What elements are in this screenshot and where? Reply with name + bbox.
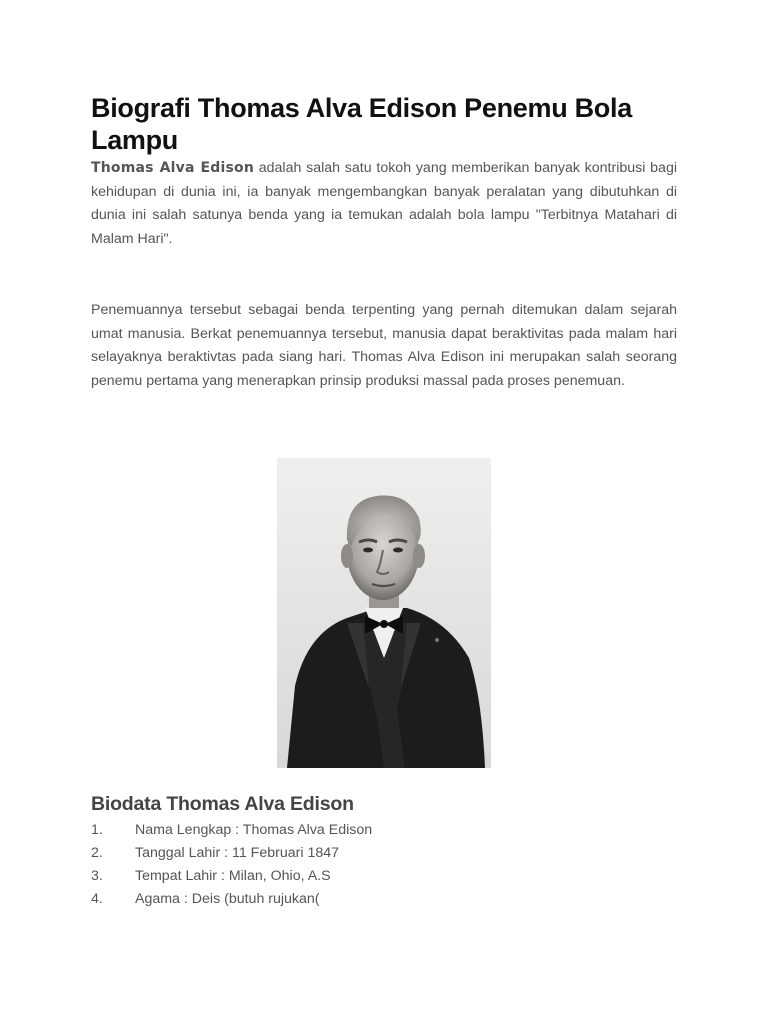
list-item-text: Nama Lengkap : Thomas Alva Edison [135, 822, 373, 838]
list-item [91, 842, 677, 865]
list-item-number: 2. [91, 845, 103, 861]
list-item [91, 865, 677, 888]
intro-text: adalah salah satu tokoh yang memberikan banyak kontribusi bagi kehidupan di dunia ini, ia banyak mengembangkan banyak peralatan yang dibutuhkan di dunia ini salah satunya benda yang ia temukan adalah bola lampu "Terbitnya Matahari di Malam Hari". [91, 160, 677, 247]
portrait-photo [277, 458, 491, 768]
list-item-number: 1. [91, 822, 103, 838]
list-item-text: Tempat Lahir : Milan, Ohio, A.S [135, 868, 331, 884]
list-item-text: Tanggal Lahir : 11 Februari 1847 [135, 845, 340, 861]
list-item-number: 3. [91, 868, 103, 884]
intro-name: Thomas Alva Edison [91, 160, 254, 176]
second-paragraph: Penemuannya tersebut sebagai benda terpenting yang pernah ditemukan dalam sejarah umat manusia. Berkat penemuannya tersebut, manusia dapat beraktivitas pada malam hari selayaknya beraktivtas pada siang hari. Thomas Alva Edison ini merupakan salah seorang penemu pertama yang menerapkan prinsip produksi massal pada proses penemuan. [91, 302, 677, 389]
list-item [91, 819, 677, 842]
intro-paragraph [91, 157, 677, 251]
biodata-heading: Biodata Thomas Alva Edison [91, 793, 354, 815]
article-title: Biografi Thomas Alva Edison Penemu Bola Lampu [91, 93, 632, 155]
biodata-list [91, 819, 677, 911]
list-item-number: 4. [91, 891, 103, 907]
article [91, 92, 677, 393]
list-item-text: Agama : Deis (butuh rujukan( [135, 891, 320, 907]
list-item [91, 888, 677, 911]
